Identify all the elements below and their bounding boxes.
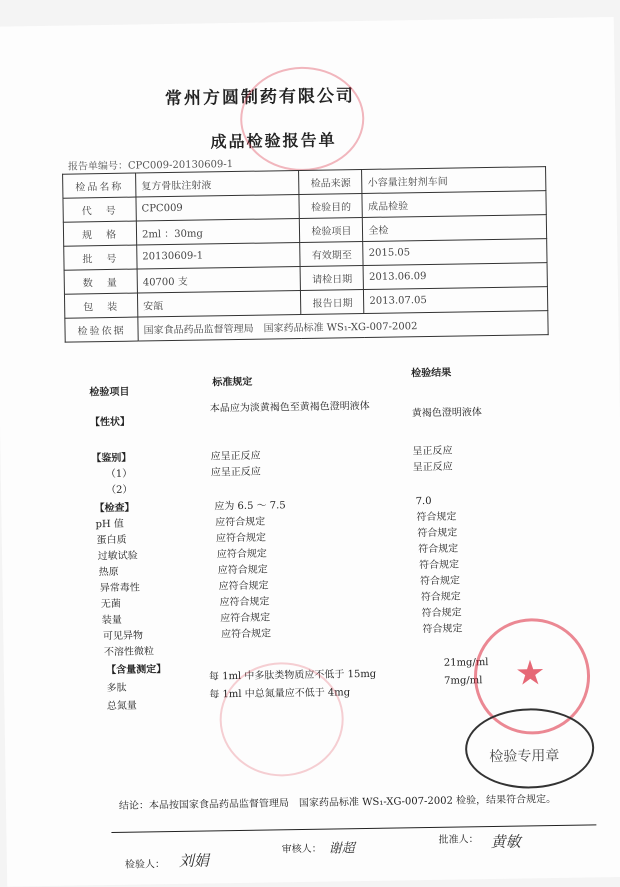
result-item: 多肽 <box>106 682 127 695</box>
field-value: 国家食品药品监督管理局 国家药品标准 WS₁-XG-007-2002 <box>138 311 548 341</box>
result-value: 呈正反应 <box>412 445 453 458</box>
conclusion: 结论：本品按国家食品药品监督管理局 国家药品标准 WS₁-XG-007-2002 检验，结果符合规定。 <box>118 794 557 812</box>
field-label: 规 格 <box>63 221 136 246</box>
result-value: 符合规定 <box>419 575 460 588</box>
result-value: 黄褐色澄明液体 <box>411 407 482 420</box>
company-seal-stamp <box>239 66 365 172</box>
result-standard: 应呈正反应 <box>210 450 261 463</box>
result-value: 符合规定 <box>418 543 459 556</box>
result-standard: 应符合规定 <box>217 564 268 577</box>
field-value: 安瓿 <box>137 290 301 317</box>
result-value: 符合规定 <box>421 607 462 620</box>
result-item: 异常毒性 <box>99 582 140 595</box>
inspection-seal-text: 检验专用章 <box>489 747 560 766</box>
product-info-table <box>62 166 549 343</box>
report-number <box>68 155 233 173</box>
result-standard: 应符合规定 <box>219 596 270 609</box>
result-item: （2） <box>105 484 133 497</box>
result-value: 符合规定 <box>420 591 461 604</box>
result-standard: 应符合规定 <box>218 580 269 593</box>
reviewer-label: 审核人： <box>281 843 322 856</box>
result-standard: 应符合规定 <box>221 628 272 641</box>
inspection-seal-stamp <box>465 707 595 789</box>
result-value: 符合规定 <box>418 559 460 572</box>
result-item: 【性状】 <box>89 416 131 429</box>
approver-label: 批准人： <box>438 834 479 846</box>
approver-signature: 黄敏 <box>490 832 521 852</box>
field-label: 批 号 <box>64 245 137 270</box>
field-value: 2015.05 <box>363 239 547 266</box>
column-header-item: 检验项目 <box>89 386 130 399</box>
result-item: 热原 <box>98 566 119 579</box>
result-value: 7mg/ml <box>444 675 483 687</box>
field-value: CPC009 <box>136 194 300 221</box>
result-item: 可见异物 <box>102 630 144 643</box>
result-standard: 应符合规定 <box>215 532 267 545</box>
result-item: pH 值 <box>95 518 124 531</box>
field-label: 数 量 <box>64 269 137 294</box>
company-name: 常州方圆制药有限公司 <box>164 86 356 110</box>
field-value: 2ml ：30mg <box>136 218 300 245</box>
field-label: 检验目的 <box>299 193 362 218</box>
result-standard: 本品应为淡黄褐色至黄褐色澄明液体 <box>209 400 370 415</box>
result-value: 符合规定 <box>416 511 457 524</box>
result-item: 无菌 <box>100 598 121 611</box>
result-item: 【检查】 <box>94 502 135 515</box>
result-item: （1） <box>105 468 133 481</box>
result-standard: 每 1ml 中多肽类物质应不低于 15mg <box>208 668 377 683</box>
result-item: 蛋白质 <box>96 534 127 547</box>
field-value: 成品检验 <box>362 191 546 218</box>
result-standard: 应呈正反应 <box>210 466 261 479</box>
star-icon: ★ <box>514 653 546 694</box>
result-standard: 应为 6.5 ～ 7.5 <box>214 500 286 513</box>
field-label: 检验依据 <box>65 317 138 342</box>
field-value: 2013.06.09 <box>363 263 547 290</box>
signature-divider <box>111 824 596 833</box>
result-value: 呈正反应 <box>412 461 453 474</box>
inspector-signature: 刘娟 <box>178 851 210 870</box>
report-number-label: 报告单编号： <box>67 160 129 173</box>
result-standard: 应符合规定 <box>220 612 271 625</box>
result-item: 装量 <box>101 614 122 627</box>
field-value: 40700 支 <box>137 266 301 293</box>
inspector-label: 检验人： <box>124 859 166 871</box>
field-label: 有效期至 <box>300 241 363 266</box>
field-value: 全检 <box>363 215 547 242</box>
result-item: 不溶性微粒 <box>103 646 155 659</box>
field-value: 2013.07.05 <box>364 287 548 314</box>
result-standard: 应符合规定 <box>216 548 267 561</box>
field-value: 复方骨肽注射液 <box>136 170 300 197</box>
report-paper <box>0 17 620 887</box>
result-value: 符合规定 <box>417 527 458 540</box>
result-standard: 应符合规定 <box>215 516 266 529</box>
field-label: 检品名称 <box>63 173 136 198</box>
field-label: 报告日期 <box>301 289 364 314</box>
field-label: 检品来源 <box>299 169 362 194</box>
result-item: 总氮量 <box>106 700 137 713</box>
result-item: 【含量测定】 <box>106 664 167 677</box>
column-header-standard: 标准规定 <box>212 376 253 389</box>
field-label: 请检日期 <box>300 265 363 290</box>
result-value: 符合规定 <box>422 623 463 636</box>
result-item: 过敏试验 <box>97 550 138 563</box>
field-value: 20130609-1 <box>137 242 301 269</box>
field-label: 代 号 <box>63 197 136 222</box>
document-title: 成品检验报告单 <box>210 130 337 152</box>
faint-seal-stamp <box>219 661 345 777</box>
result-standard: 每 1ml 中总氮量应不低于 4mg <box>209 687 351 701</box>
result-item: 【鉴别】 <box>91 452 132 465</box>
result-value: 7.0 <box>415 495 432 508</box>
column-header-result: 检验结果 <box>411 367 452 380</box>
field-label: 检验项目 <box>300 217 363 242</box>
field-label: 包 装 <box>64 293 137 318</box>
report-number-value: CPC009-20130609-1 <box>127 159 234 172</box>
field-value: 小容量注射剂车间 <box>362 167 546 194</box>
reviewer-signature: 谢超 <box>328 841 355 857</box>
result-value: 21mg/ml <box>443 657 489 669</box>
